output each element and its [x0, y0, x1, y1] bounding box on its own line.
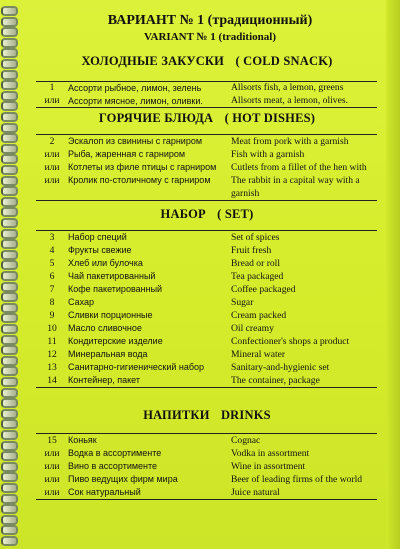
- table-row: [36, 244, 377, 257]
- spiral-ring: [1, 91, 18, 101]
- spiral-ring: [1, 515, 18, 525]
- item-name-en: Allsorts meat, a lemon, olives.: [231, 94, 348, 106]
- item-name-ru: Сливки порционные: [68, 310, 153, 320]
- spiral-ring: [1, 197, 18, 207]
- item-name-en: Fish with a garnish: [231, 149, 305, 160]
- item-name-en: Confectioner's shops a product: [231, 336, 350, 347]
- table-row: [36, 135, 377, 148]
- item-name-ru: Санитарно-гигиенический набор: [68, 362, 205, 372]
- item-name-en: Bread or roll: [231, 258, 281, 269]
- item-name-ru: Хлеб или булочка: [68, 258, 143, 268]
- item-name-en: Cream packed: [231, 310, 287, 321]
- spiral-ring: [1, 303, 18, 313]
- section-heading-ru: НАБОР: [160, 207, 206, 221]
- spiral-ring: [1, 207, 18, 217]
- item-number: 4: [49, 245, 55, 256]
- spiral-ring: [1, 441, 18, 451]
- table-row: [36, 257, 377, 270]
- item-name-en: Cognac: [231, 435, 261, 446]
- item-name-en: Beer of leading firms of the world: [231, 474, 363, 485]
- section-heading-ru: ХОЛОДНЫЕ ЗАКУСКИ: [81, 54, 225, 68]
- menu-title: ВАРИАНТ № 1 (традиционный): [107, 13, 313, 28]
- item-name-en: The rabbit in a capital way with a garnish: [231, 175, 360, 199]
- section-heading-en: ( SET): [217, 207, 254, 221]
- spiral-ring: [1, 536, 18, 546]
- item-name-ru: Вино в ассортименте: [68, 461, 158, 471]
- spiral-ring: [1, 366, 18, 376]
- spiral-ring: [1, 409, 18, 419]
- item-name-ru: Чай пакетированный: [68, 271, 156, 281]
- table-row: [36, 309, 377, 322]
- spiral-ring: [1, 292, 18, 302]
- item-name-en: Cutlets from a fillet of the hen with: [231, 162, 367, 173]
- table-row: [36, 348, 377, 361]
- section-heading-en: ( HOT DISHES): [224, 111, 316, 125]
- spiral-ring: [1, 356, 18, 366]
- spiral-ring: [1, 250, 18, 260]
- item-name-en: Tea packaged: [231, 271, 284, 282]
- spiral-ring: [1, 144, 18, 154]
- item-number: или: [44, 94, 60, 106]
- item-name-ru: Котлеты из филе птицы с гарниром: [68, 162, 217, 172]
- table-row: [36, 434, 377, 447]
- table-row: [36, 486, 377, 499]
- item-number: или: [44, 162, 60, 173]
- item-name-ru: Ассорти рыбное, лимон, зелень: [68, 83, 202, 93]
- spiral-ring: [1, 462, 18, 472]
- section-heading-ru: НАПИТКИ: [143, 408, 210, 422]
- item-number: 9: [49, 310, 55, 321]
- item-name-en: Juice natural: [231, 487, 280, 498]
- spiral-ring: [1, 165, 18, 175]
- menu-subtitle: VARIANT № 1 (traditional): [144, 31, 276, 43]
- spiral-ring: [1, 239, 18, 249]
- spiral-ring: [1, 345, 18, 355]
- table-row: [36, 361, 377, 374]
- item-name-ru: Кондитерские изделие: [68, 336, 163, 346]
- item-name-ru: Ассорти мясное, лимон, оливки.: [68, 95, 203, 106]
- item-name-ru: Набор специй: [68, 232, 127, 242]
- section-table-cold-snack: [36, 81, 377, 108]
- item-name-ru: Сок натуральный: [68, 487, 141, 497]
- section-heading-drinks: [22, 408, 392, 423]
- item-name-en: Fruit fresh: [231, 245, 272, 256]
- item-name-ru: Масло сливочное: [68, 323, 142, 333]
- item-number: или: [44, 448, 60, 459]
- table-row: [36, 322, 377, 335]
- item-number: 6: [49, 271, 55, 282]
- spiral-ring: [1, 48, 18, 58]
- spiral-ring: [1, 271, 18, 281]
- table-row: [36, 231, 377, 244]
- item-name-en: Mineral water: [231, 349, 286, 360]
- table-row: [36, 148, 377, 161]
- spiral-ring: [1, 123, 18, 133]
- spiral-ring: [1, 504, 18, 514]
- item-name-en: Oil creamy: [231, 323, 274, 334]
- spiral-ring: [1, 388, 18, 398]
- spiral-ring: [1, 59, 18, 69]
- item-number: 12: [47, 349, 57, 360]
- section-heading-en: ( COLD SNACK): [235, 54, 333, 68]
- item-number: 13: [47, 362, 57, 373]
- spiral-ring: [1, 494, 18, 504]
- item-name-en: Set of spices: [231, 232, 280, 243]
- section-table-hot-dishes: [36, 134, 377, 201]
- table-row: [36, 374, 377, 387]
- spiral-ring: [1, 6, 18, 16]
- spiral-ring: [1, 483, 18, 493]
- item-number: или: [44, 175, 60, 186]
- item-number: 5: [49, 258, 55, 269]
- spiral-ring: [1, 80, 18, 90]
- spiral-ring: [1, 112, 18, 122]
- spiral-ring: [1, 133, 18, 143]
- table-row: [36, 95, 377, 108]
- item-name-en: Sanitary-and-hygienic set: [231, 362, 330, 373]
- item-number: или: [44, 149, 60, 160]
- item-number: 3: [49, 232, 55, 243]
- item-number: 7: [49, 284, 55, 295]
- table-row: [36, 447, 377, 460]
- item-name-en: Coffee packaged: [231, 284, 296, 295]
- table-row: [36, 283, 377, 296]
- item-name-en: Meat from pork with a garnish: [231, 136, 349, 147]
- spiral-ring: [1, 260, 18, 270]
- item-number: 8: [49, 297, 55, 308]
- table-row: [36, 82, 377, 95]
- section-table-drinks: [36, 433, 377, 500]
- spiral-ring: [1, 70, 18, 80]
- spiral-ring: [1, 17, 18, 27]
- item-name-ru: Фрукты свежие: [68, 245, 132, 255]
- item-number: 2: [49, 136, 55, 147]
- spiral-ring: [1, 38, 18, 48]
- item-name-ru: Кролик по-столичному с гарниром: [68, 175, 211, 185]
- table-row: [36, 174, 377, 200]
- spiral-ring: [1, 335, 18, 345]
- table-row: [36, 296, 377, 309]
- spiral-ring: [1, 324, 18, 334]
- spiral-ring: [1, 398, 18, 408]
- item-number: или: [44, 474, 60, 485]
- item-name-en: Wine in assortment: [231, 461, 306, 472]
- spiral-ring: [1, 525, 18, 535]
- spiral-ring: [1, 430, 18, 440]
- spiral-ring: [1, 451, 18, 461]
- table-row: [36, 460, 377, 473]
- item-name-en: The container, package: [231, 375, 320, 386]
- spiral-ring: [1, 419, 18, 429]
- spiral-ring: [1, 313, 18, 323]
- spiral-binding: [0, 0, 16, 549]
- item-name-en: Vodka in assortment: [231, 448, 310, 459]
- spiral-ring: [1, 101, 18, 111]
- spiral-ring: [1, 154, 18, 164]
- spiral-ring: [1, 282, 18, 292]
- spiral-ring: [1, 186, 18, 196]
- page-edge: [386, 0, 400, 549]
- item-name-en: Allsorts fish, a lemon, greens: [231, 82, 344, 93]
- section-heading-set: [22, 207, 392, 222]
- spiral-ring: [1, 218, 18, 228]
- item-name-ru: Кофе пакетированный: [68, 284, 163, 294]
- table-row: [36, 270, 377, 283]
- table-row: [36, 161, 377, 174]
- item-number: 15: [47, 435, 57, 446]
- spiral-ring: [1, 229, 18, 239]
- section-table-set: [36, 230, 377, 388]
- spiral-ring: [1, 27, 18, 37]
- item-name-ru: Рыба, жаренная с гарниром: [68, 149, 186, 159]
- item-number: 14: [47, 375, 57, 386]
- item-number: или: [44, 487, 60, 498]
- item-name-ru: Эскалоп из свинины с гарниром: [68, 136, 203, 146]
- item-name-en: Sugar: [231, 297, 254, 308]
- spiral-ring: [1, 176, 18, 186]
- item-name-ru: Коньяк: [68, 435, 97, 445]
- item-name-ru: Контейнер, пакет: [68, 375, 140, 385]
- spiral-ring: [1, 377, 18, 387]
- item-number: 10: [47, 323, 57, 334]
- table-row: [36, 335, 377, 348]
- table-row: [36, 473, 377, 486]
- section-heading-cold-snack: [22, 54, 392, 69]
- section-heading-ru: ГОРЯЧИЕ БЛЮДА: [98, 111, 214, 125]
- section-heading-hot-dishes: [22, 111, 392, 126]
- item-name-ru: Минеральная вода: [68, 349, 148, 359]
- spiral-ring: [1, 472, 18, 482]
- section-heading-en: DRINKS: [220, 408, 271, 422]
- item-name-ru: Водка в ассортименте: [68, 448, 162, 458]
- item-number: 11: [47, 336, 57, 347]
- item-number: 1: [49, 82, 55, 93]
- item-name-ru: Сахар: [68, 297, 95, 307]
- item-number: или: [44, 461, 60, 472]
- item-name-ru: Пиво ведущих фирм мира: [68, 474, 178, 484]
